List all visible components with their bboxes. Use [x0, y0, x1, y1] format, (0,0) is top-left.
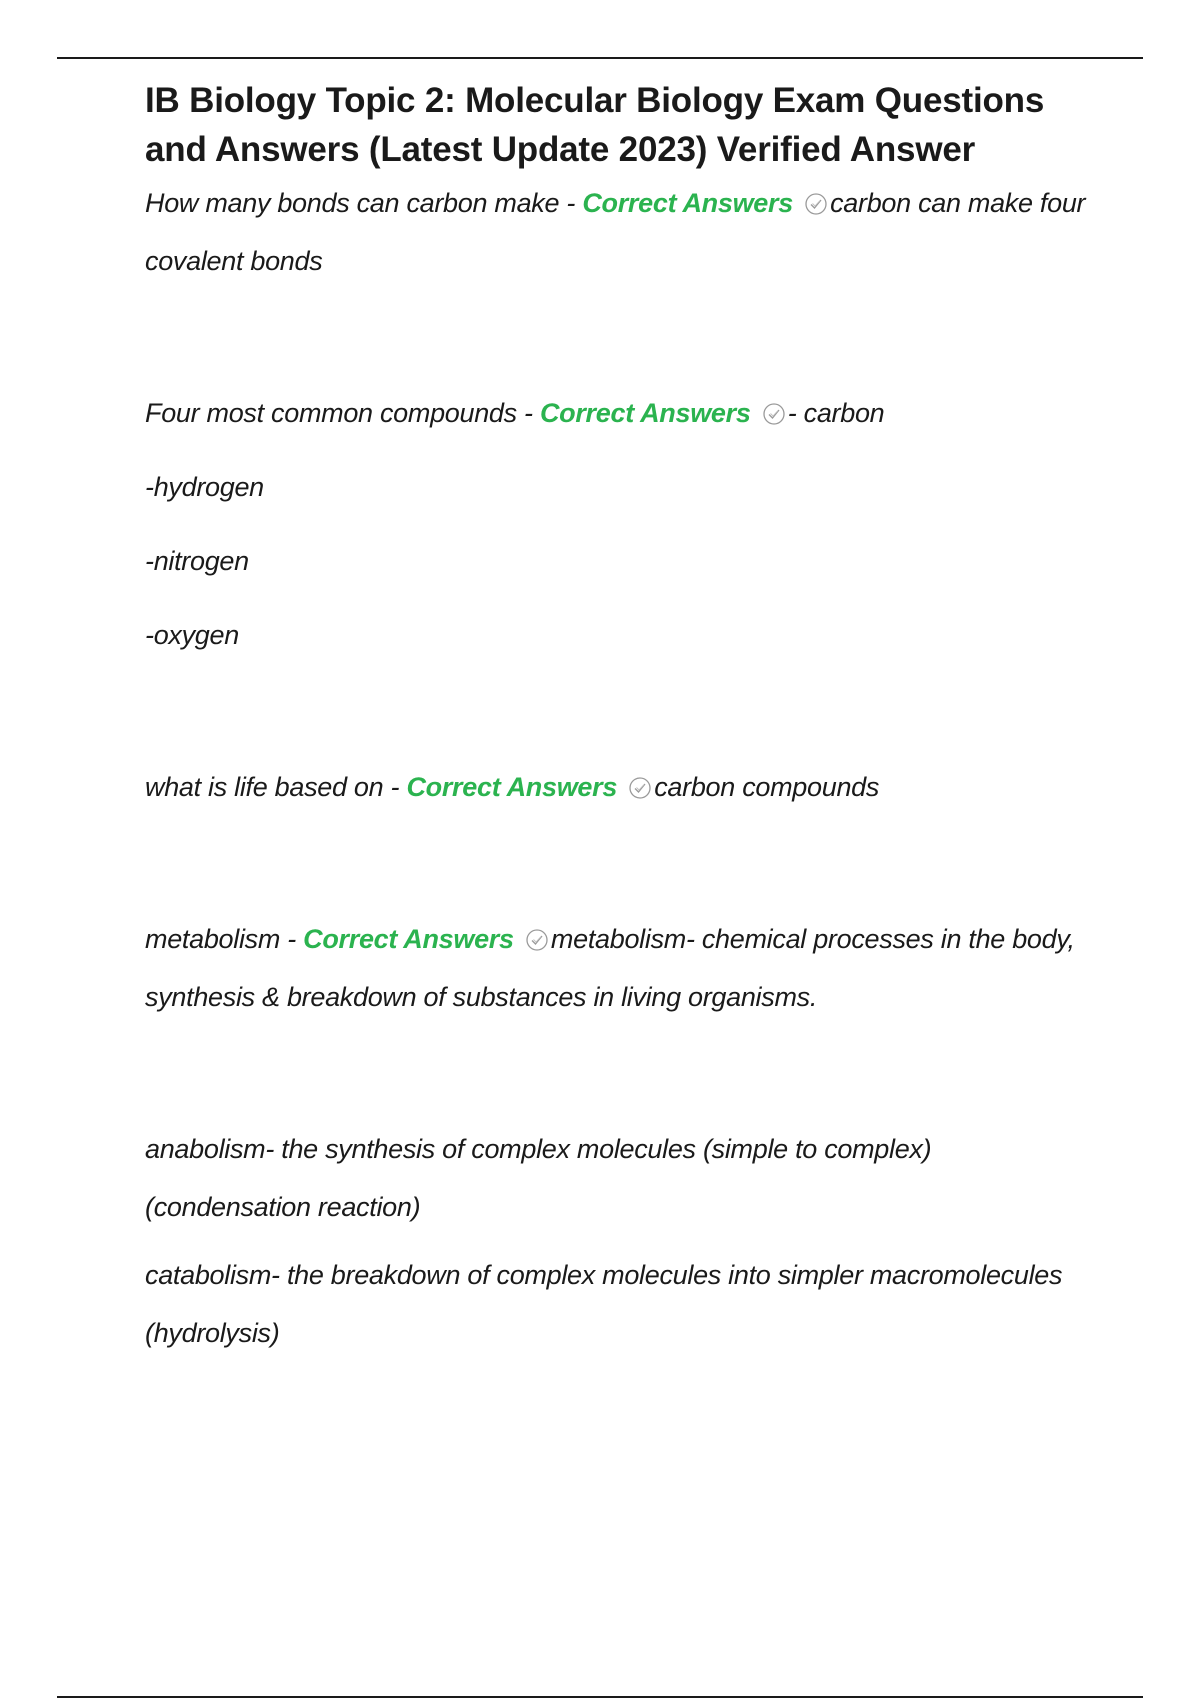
top-rule: [57, 57, 1143, 59]
check-circle-icon: [804, 192, 828, 216]
anabolism-paragraph: anabolism- the synthesis of complex molecules (simple to complex) (condensation reaction): [145, 1134, 932, 1222]
question-text: metabolism -: [145, 924, 304, 954]
document-body: [145, 76, 1095, 1362]
answer-text: carbon compounds: [654, 772, 880, 802]
qa-item: [145, 384, 1095, 442]
check-circle-icon: [525, 928, 549, 952]
check-circle-icon: [762, 402, 786, 426]
question-text: Four most common compounds -: [145, 398, 540, 428]
correct-answers-label: Correct Answers: [539, 398, 751, 428]
correct-answers-label: Correct Answers: [582, 188, 793, 218]
correct-answers-label: Correct Answers: [406, 772, 618, 802]
question-text: How many bonds can carbon make -: [145, 188, 583, 218]
document-title: IB Biology Topic 2: Molecular Biology Exam Questions and Answers (Latest Update 2023) Verified Answer: [145, 81, 1045, 169]
answer-text: metabolism- chemical processes in the body, synthesis & breakdown of substances in living organisms.: [145, 924, 1075, 1012]
question-text: what is life based on -: [145, 772, 407, 802]
qa-item: [145, 174, 1095, 290]
qa-item: [145, 910, 1095, 1026]
catabolism-paragraph: catabolism- the breakdown of complex molecules into simpler macromolecules (hydrolysis): [145, 1260, 1063, 1348]
list-item: -oxygen: [145, 620, 239, 650]
answer-text: carbon can make four covalent bonds: [145, 188, 1086, 276]
qa-item: [145, 758, 1095, 816]
answer-text: - carbon: [787, 398, 885, 428]
list-item: -hydrogen: [145, 472, 264, 502]
list-item: -nitrogen: [145, 546, 249, 576]
correct-answers-label: Correct Answers: [303, 924, 514, 954]
check-circle-icon: [628, 776, 652, 800]
bottom-rule: [57, 1696, 1143, 1698]
